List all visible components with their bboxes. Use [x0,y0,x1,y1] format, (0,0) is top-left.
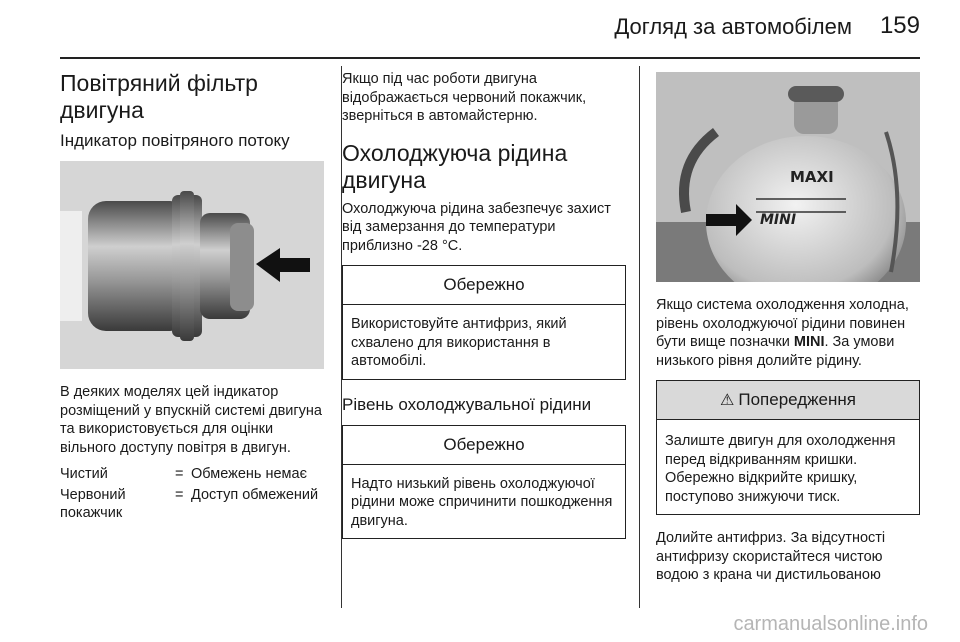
caution-text: Використовуйте антифриз, який схвалено для використання в автомобілі. [351,316,567,369]
min-mark-bold: MINI [793,334,825,350]
coolant-reservoir-photo [656,72,920,282]
header-rule [60,57,920,59]
antifreeze-refill-text: Долийте антифриз. За відсутності антифризу скористайтеся чистою водою з крана чи дистильованою [656,530,886,583]
equals-sign: = [175,466,184,482]
warning-text: Залиште двигун для охолодження перед відкриванням кришки. Обережно відкрийте кришку, поступово знижуючи тиск. [665,433,896,505]
airflow-indicator-illustration [60,161,324,369]
column-2 [342,70,626,553]
state-definition: Обмежень немає [191,466,307,482]
header-title: Догляд за автомобілем [614,14,852,39]
state-definition: Доступ обмежений [191,486,319,503]
state-term: Червоний покажчик [60,486,126,521]
column-3 [656,70,920,593]
section-heading-coolant: Охолоджуюча рідина двигуна [342,139,568,193]
indicator-states-table [60,465,324,523]
caution-title: Обережно [343,266,625,305]
page-number: 159 [879,12,920,39]
coolant-reservoir-illustration [656,72,920,282]
red-indicator-note: Якщо під час роботи двигуна відображається червоний покажчик, зверніться в автомайстерню. [342,71,587,124]
equals-sign: = [175,486,184,503]
subheading-airflow-indicator: Індикатор повітряного потоку [60,131,290,150]
indicator-state-row [60,465,324,484]
max-mark-label: MAXI [790,168,834,186]
coolant-level-instructions: Якщо система охолодження холодна, рівень охолоджуючої рідини повинен бути вище позначки MINI. За умови низького рівня долийте рідину. [656,297,909,369]
caution-title: Обережно [343,426,625,465]
caution-box-low-level [342,425,626,540]
airflow-indicator-description: В деяких моделях цей індикатор розміщений у впускній системі двигуна та використовується для оцінки вільного доступу повітря в двигун. [60,384,322,456]
warning-triangle-icon: ⚠ [720,392,735,409]
coolant-description: Охолоджуюча рідина забезпечує захист від замерзання до температури приблизно -28 °C. [342,200,611,254]
min-mark-label: MINI [760,212,797,228]
caution-box-antifreeze [342,265,626,380]
caution-text: Надто низький рівень охолоджуючої рідини може спричинити пошкодження двигуна. [351,475,613,529]
watermark: carmanualsonline.info [733,613,928,635]
indicator-state-row [60,486,324,523]
warning-box [656,380,920,515]
warning-title-bar [657,381,919,420]
column-divider [639,66,640,608]
section-heading-air-filter: Повітряний фільтр двигуна [60,70,258,123]
warning-title: Попередження [738,390,856,409]
airflow-indicator-photo [60,161,324,369]
subheading-coolant-level: Рівень охолоджувальної рідини [342,394,592,414]
column-1 [60,70,324,525]
state-term: Чистий [60,466,108,482]
